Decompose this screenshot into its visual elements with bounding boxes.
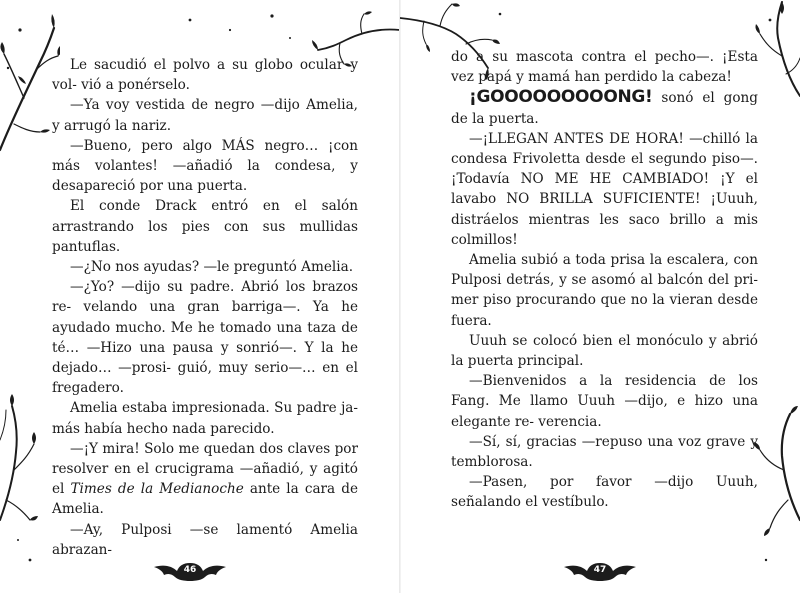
text-line: más había hecho nada parecido. xyxy=(52,420,275,437)
paragraph xyxy=(52,439,358,520)
text-line: arrugó la nariz. xyxy=(64,117,172,134)
paragraph xyxy=(52,277,358,398)
paragraph xyxy=(451,129,758,250)
text-line: Amelia estaba impresionada. Su padre ja- xyxy=(70,400,358,417)
text-line: mucho. Me he tomado una taza de té… —Hizo xyxy=(52,319,358,356)
text-line: —Ya voy vestida de negro —dijo Amelia, y xyxy=(52,97,358,134)
paragraph xyxy=(52,55,358,95)
text-line: guió, muy serio—… en el fregadero. xyxy=(52,360,359,397)
text-line: temblorosa. xyxy=(451,454,533,471)
paragraph xyxy=(52,196,358,257)
left-top-sparkles xyxy=(180,8,300,48)
paragraph xyxy=(451,331,758,371)
text-line: —¡LLEGAN ANTES DE HORA! —chilló la xyxy=(469,130,758,147)
text-line: fuera. xyxy=(451,312,492,329)
text-line: —Pasen, por favor —dijo Uuuh, señalando el xyxy=(451,474,758,511)
text-line: vestíbulo. xyxy=(542,494,609,511)
text-line: velando una gran barriga—. Ya he ayudado xyxy=(52,299,358,336)
text-line: —¿No nos ayudas? —le preguntó Amelia. xyxy=(70,259,354,276)
text-line: —Bienvenidos a la residencia de los Fang. xyxy=(451,373,758,410)
text-line: puerta principal. xyxy=(467,353,584,370)
left-page-body-text xyxy=(52,55,358,560)
text-line: el xyxy=(52,481,71,498)
text-line: Pulposi detrás, y se asomó al balcón del pri- xyxy=(451,272,758,289)
text-line: Le sacudió el polvo a su globo ocular y vol- xyxy=(52,57,358,94)
paragraph xyxy=(52,520,358,560)
text-line: ante la cara de xyxy=(243,481,358,498)
text-line: resolver en el crucigrama —añadió, y agitó xyxy=(52,461,358,478)
text-line: —Bueno, pero algo MÁS negro… ¡con más xyxy=(52,137,358,175)
text-line: —Ay, Pulposi —se lamentó Amelia abrazan- xyxy=(52,521,358,558)
text-line: vez papá y mamá han perdido la cabeza! xyxy=(451,69,732,86)
text-line: mientras les saco brillo a mis colmillos! xyxy=(451,211,758,248)
page-number-ornament xyxy=(560,560,640,584)
paragraph xyxy=(451,472,758,512)
text-line: vió a ponérselo. xyxy=(81,77,190,94)
page-number: 46 xyxy=(183,565,197,575)
right-page-body-text xyxy=(451,47,758,513)
text-line: una pausa y sonrió—. Y la he dejado… —prosi- xyxy=(52,339,358,377)
text-line: —Sí, sí, gracias —repuso una voz grave y xyxy=(469,433,758,450)
text-line: verencia. xyxy=(538,413,602,430)
paragraph xyxy=(451,47,758,87)
text-line: Amelia. xyxy=(52,501,104,518)
text-line: NO BRILLA SUFICIENTE! ¡Uuuh, distráelos xyxy=(451,191,758,228)
paragraph xyxy=(451,432,758,472)
text-line: —¿Yo? —dijo su padre. Abrió los brazos re- xyxy=(52,279,358,316)
text-line: de la puerta. xyxy=(451,110,539,127)
text-line: por una puerta. xyxy=(139,178,248,195)
gong-sound-effect: ¡GOOOOOOOOONG! xyxy=(469,87,653,108)
text-line: Me llamo Uuuh —dijo, e hizo una elegante re- xyxy=(451,393,758,430)
text-line: condesa Frivoletta desde el segundo piso—. xyxy=(451,151,758,168)
text-line: ¡Todavía NO ME HE CAMBIADO! ¡Y el lavabo xyxy=(451,171,758,208)
paragraph xyxy=(451,371,758,432)
text-line: —¡Y mira! Solo me quedan dos claves por xyxy=(70,440,358,457)
text-line: volantes! —añadió la condesa, y desapareció xyxy=(52,158,358,195)
paragraph xyxy=(52,95,358,135)
text-line: Uuuh se colocó bien el monóculo y abrió la xyxy=(451,332,758,370)
text-line: Amelia subió a toda prisa la escalera, con xyxy=(469,252,758,269)
text-line: do a su mascota contra el pecho—. ¡Esta xyxy=(451,49,758,65)
text-line: sonó el gong xyxy=(652,90,758,107)
left-edge-branch-illustration xyxy=(0,0,60,593)
page-number-ornament xyxy=(150,560,230,584)
text-line: mer piso procurando que no la vieran desde xyxy=(451,292,758,309)
text-line: El conde Drack entró en el salón arrastrando xyxy=(52,198,358,235)
paragraph xyxy=(451,87,758,128)
text-line: los pies con sus mullidas pantuflas. xyxy=(52,218,359,255)
paragraph xyxy=(52,257,358,277)
page-number: 47 xyxy=(593,565,607,575)
paragraph xyxy=(451,250,758,331)
paragraph xyxy=(52,398,358,438)
newspaper-title: Times de la Medianoche xyxy=(70,481,244,498)
right-page xyxy=(400,0,800,593)
paragraph xyxy=(52,136,358,197)
